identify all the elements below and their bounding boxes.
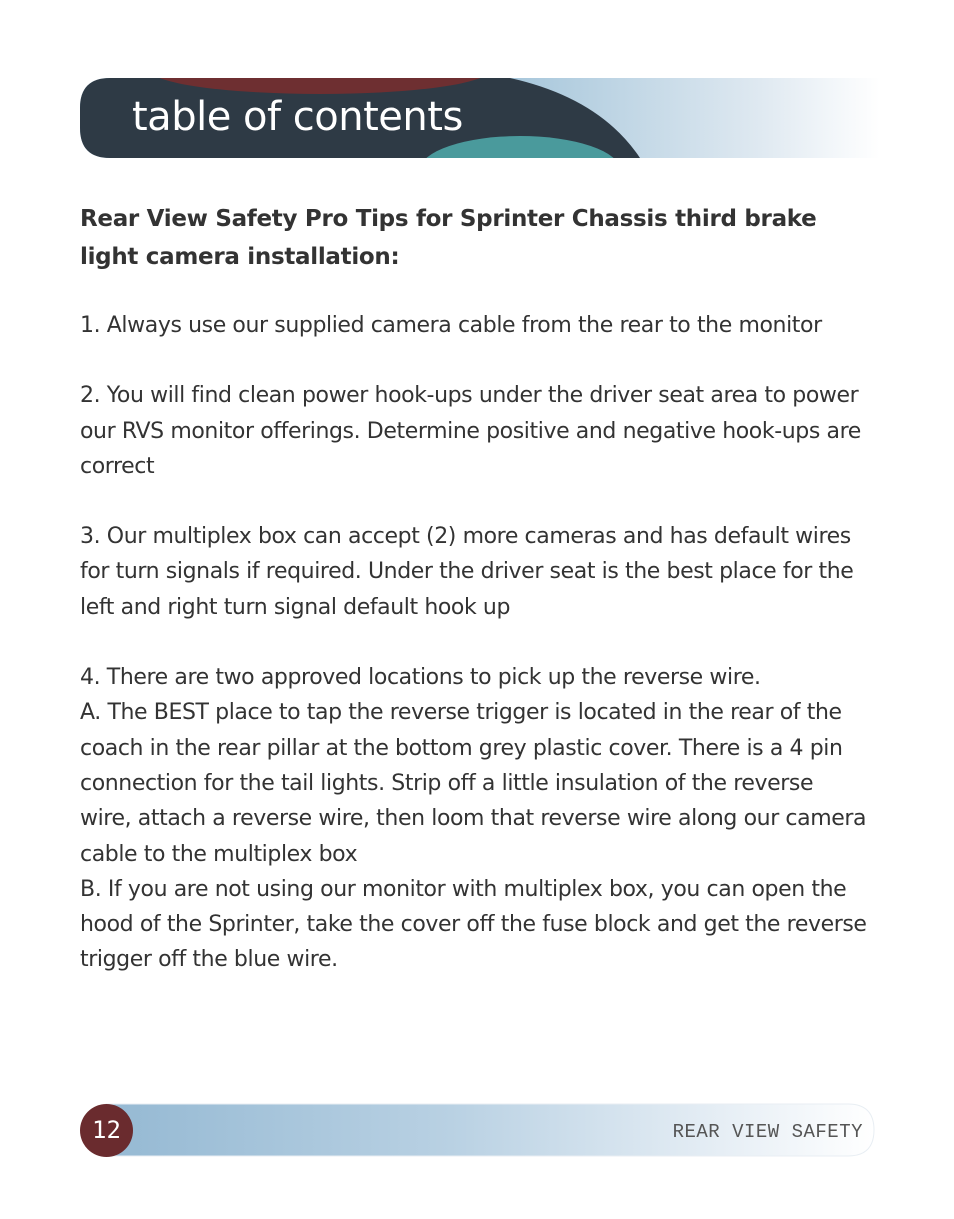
tip-paragraph: 4. There are two approved locations to pick up the reverse wire.	[80, 665, 761, 691]
footer-bar	[80, 1103, 875, 1157]
tip-item-4	[80, 660, 870, 978]
tip-item-2	[80, 378, 870, 484]
header-banner	[80, 78, 880, 158]
footer-brand: REAR VIEW SAFETY	[672, 1121, 863, 1143]
intro-heading: Rear View Safety Pro Tips for Sprinter Chassis third brake light camera installation:	[80, 206, 817, 270]
tip-item-1	[80, 308, 870, 343]
page-title: table of contents	[132, 94, 463, 140]
tip-paragraph-b: B. If you are not using our monitor with multiplex box, you can open the hood of the Sprinter, take the cover off the fuse block and get the reverse trigger off the blue wire.	[80, 876, 867, 973]
page-number: 12	[80, 1104, 133, 1157]
tip-paragraph: 3. Our multiplex box can accept (2) more cameras and has default wires for turn signals if required. Under the driver seat is the best place for the left and right turn signal default hook up	[80, 524, 854, 620]
tip-paragraph: 1. Always use our supplied camera cable from the rear to the monitor	[80, 313, 822, 338]
tip-paragraph: 2. You will find clean power hook-ups under the driver seat area to power our RVS monitor offerings. Determine positive and negative hook-ups are correct	[80, 383, 861, 479]
tip-item-3	[80, 519, 870, 625]
tip-paragraph-a: A. The BEST place to tap the reverse trigger is located in the rear of the coach in the rear pillar at the bottom grey plastic cover. There is a 4 pin connection for the tail lights. Strip off a little insulation of the reverse wire, attach a reverse wire, then loom that reverse wire along our camera cable to the multiplex box	[80, 700, 867, 867]
document-body	[80, 200, 870, 1013]
